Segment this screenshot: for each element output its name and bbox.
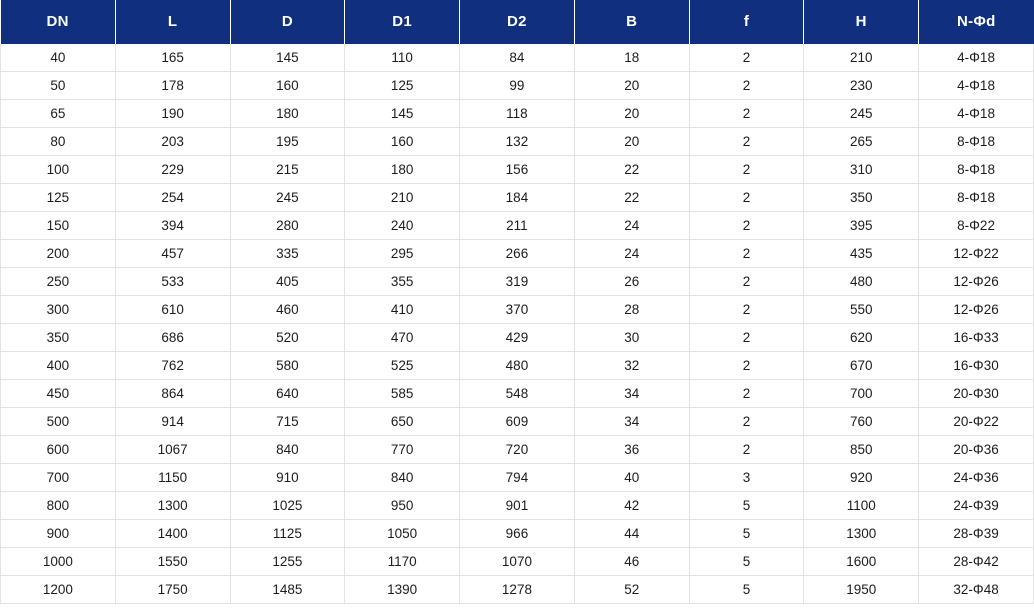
cell-h: 1100: [804, 492, 919, 520]
cell-f: 2: [689, 100, 804, 128]
cell-d1: 110: [345, 44, 460, 72]
cell-n-phi-d: 8-Φ18: [919, 156, 1034, 184]
cell-l: 610: [115, 296, 230, 324]
cell-l: 457: [115, 240, 230, 268]
cell-dn: 450: [1, 380, 116, 408]
cell-d: 1125: [230, 520, 345, 548]
table-row: [1, 296, 1034, 324]
cell-f: 2: [689, 324, 804, 352]
cell-d: 245: [230, 184, 345, 212]
cell-h: 1600: [804, 548, 919, 576]
cell-dn: 1000: [1, 548, 116, 576]
column-header-h: H: [804, 0, 919, 44]
cell-f: 2: [689, 184, 804, 212]
cell-l: 914: [115, 408, 230, 436]
cell-dn: 125: [1, 184, 116, 212]
cell-d2: 132: [460, 128, 575, 156]
cell-d: 145: [230, 44, 345, 72]
cell-d: 715: [230, 408, 345, 436]
table-header-row: [1, 0, 1034, 44]
cell-b: 32: [574, 352, 689, 380]
cell-n-phi-d: 20-Φ36: [919, 436, 1034, 464]
cell-n-phi-d: 12-Φ26: [919, 296, 1034, 324]
cell-n-phi-d: 4-Φ18: [919, 100, 1034, 128]
cell-dn: 150: [1, 212, 116, 240]
cell-d1: 1050: [345, 520, 460, 548]
cell-f: 2: [689, 44, 804, 72]
cell-f: 2: [689, 240, 804, 268]
cell-h: 670: [804, 352, 919, 380]
cell-n-phi-d: 20-Φ22: [919, 408, 1034, 436]
cell-d2: 794: [460, 464, 575, 492]
cell-l: 203: [115, 128, 230, 156]
cell-h: 395: [804, 212, 919, 240]
cell-d1: 525: [345, 352, 460, 380]
cell-l: 762: [115, 352, 230, 380]
cell-b: 30: [574, 324, 689, 352]
table-row: [1, 212, 1034, 240]
cell-d: 460: [230, 296, 345, 324]
cell-d2: 118: [460, 100, 575, 128]
table-row: [1, 240, 1034, 268]
cell-l: 1150: [115, 464, 230, 492]
cell-d: 280: [230, 212, 345, 240]
cell-d1: 160: [345, 128, 460, 156]
cell-l: 686: [115, 324, 230, 352]
cell-f: 2: [689, 352, 804, 380]
cell-d2: 266: [460, 240, 575, 268]
cell-b: 22: [574, 156, 689, 184]
cell-b: 20: [574, 72, 689, 100]
cell-h: 920: [804, 464, 919, 492]
cell-d2: 429: [460, 324, 575, 352]
cell-n-phi-d: 32-Φ48: [919, 576, 1034, 604]
table-row: [1, 576, 1034, 604]
cell-dn: 200: [1, 240, 116, 268]
cell-f: 5: [689, 576, 804, 604]
cell-d: 640: [230, 380, 345, 408]
cell-dn: 350: [1, 324, 116, 352]
cell-f: 2: [689, 212, 804, 240]
cell-b: 18: [574, 44, 689, 72]
table-row: [1, 436, 1034, 464]
cell-d: 580: [230, 352, 345, 380]
cell-l: 533: [115, 268, 230, 296]
cell-n-phi-d: 28-Φ39: [919, 520, 1034, 548]
cell-dn: 100: [1, 156, 116, 184]
table-body: [1, 44, 1034, 604]
column-header-n-phi-d: N-Φd: [919, 0, 1034, 44]
cell-d: 160: [230, 72, 345, 100]
cell-h: 210: [804, 44, 919, 72]
cell-h: 550: [804, 296, 919, 324]
cell-h: 1950: [804, 576, 919, 604]
cell-l: 1067: [115, 436, 230, 464]
cell-h: 230: [804, 72, 919, 100]
cell-n-phi-d: 12-Φ26: [919, 268, 1034, 296]
cell-d: 520: [230, 324, 345, 352]
cell-d2: 99: [460, 72, 575, 100]
cell-n-phi-d: 20-Φ30: [919, 380, 1034, 408]
cell-d: 195: [230, 128, 345, 156]
cell-l: 165: [115, 44, 230, 72]
cell-n-phi-d: 4-Φ18: [919, 44, 1034, 72]
table-row: [1, 44, 1034, 72]
cell-dn: 250: [1, 268, 116, 296]
cell-b: 34: [574, 380, 689, 408]
table-row: [1, 380, 1034, 408]
cell-d1: 470: [345, 324, 460, 352]
cell-f: 5: [689, 492, 804, 520]
table-row: [1, 548, 1034, 576]
cell-dn: 500: [1, 408, 116, 436]
cell-b: 52: [574, 576, 689, 604]
cell-d: 910: [230, 464, 345, 492]
table-row: [1, 72, 1034, 100]
cell-b: 24: [574, 240, 689, 268]
cell-d2: 480: [460, 352, 575, 380]
column-header-d2: D2: [460, 0, 575, 44]
table-row: [1, 352, 1034, 380]
cell-n-phi-d: 8-Φ22: [919, 212, 1034, 240]
column-header-b: B: [574, 0, 689, 44]
cell-f: 2: [689, 408, 804, 436]
cell-d2: 84: [460, 44, 575, 72]
cell-dn: 800: [1, 492, 116, 520]
column-header-dn: DN: [1, 0, 116, 44]
cell-n-phi-d: 16-Φ30: [919, 352, 1034, 380]
cell-d1: 125: [345, 72, 460, 100]
cell-dn: 65: [1, 100, 116, 128]
cell-d1: 145: [345, 100, 460, 128]
cell-d1: 650: [345, 408, 460, 436]
cell-h: 245: [804, 100, 919, 128]
cell-d: 405: [230, 268, 345, 296]
cell-f: 2: [689, 128, 804, 156]
cell-d1: 210: [345, 184, 460, 212]
table-row: [1, 324, 1034, 352]
table-row: [1, 184, 1034, 212]
cell-n-phi-d: 28-Φ42: [919, 548, 1034, 576]
table-header: [1, 0, 1034, 44]
cell-l: 394: [115, 212, 230, 240]
cell-f: 2: [689, 156, 804, 184]
cell-h: 265: [804, 128, 919, 156]
cell-d2: 156: [460, 156, 575, 184]
cell-d1: 950: [345, 492, 460, 520]
cell-n-phi-d: 24-Φ39: [919, 492, 1034, 520]
cell-b: 22: [574, 184, 689, 212]
cell-d: 180: [230, 100, 345, 128]
column-header-l: L: [115, 0, 230, 44]
cell-d2: 548: [460, 380, 575, 408]
cell-d2: 184: [460, 184, 575, 212]
cell-d1: 840: [345, 464, 460, 492]
cell-dn: 80: [1, 128, 116, 156]
cell-f: 5: [689, 520, 804, 548]
cell-d1: 1390: [345, 576, 460, 604]
cell-h: 480: [804, 268, 919, 296]
cell-d1: 240: [345, 212, 460, 240]
column-header-d: D: [230, 0, 345, 44]
cell-d: 335: [230, 240, 345, 268]
cell-n-phi-d: 8-Φ18: [919, 128, 1034, 156]
cell-b: 36: [574, 436, 689, 464]
cell-d2: 211: [460, 212, 575, 240]
cell-d1: 1170: [345, 548, 460, 576]
cell-l: 1300: [115, 492, 230, 520]
cell-d1: 180: [345, 156, 460, 184]
cell-n-phi-d: 12-Φ22: [919, 240, 1034, 268]
cell-d1: 585: [345, 380, 460, 408]
cell-f: 2: [689, 296, 804, 324]
cell-dn: 900: [1, 520, 116, 548]
cell-b: 20: [574, 128, 689, 156]
cell-d: 215: [230, 156, 345, 184]
cell-l: 864: [115, 380, 230, 408]
cell-f: 5: [689, 548, 804, 576]
cell-d: 840: [230, 436, 345, 464]
cell-b: 44: [574, 520, 689, 548]
cell-d2: 966: [460, 520, 575, 548]
cell-d2: 609: [460, 408, 575, 436]
table-row: [1, 100, 1034, 128]
table-row: [1, 268, 1034, 296]
column-header-f: f: [689, 0, 804, 44]
cell-b: 24: [574, 212, 689, 240]
cell-f: 3: [689, 464, 804, 492]
cell-dn: 40: [1, 44, 116, 72]
cell-h: 310: [804, 156, 919, 184]
cell-n-phi-d: 16-Φ33: [919, 324, 1034, 352]
cell-d: 1025: [230, 492, 345, 520]
cell-n-phi-d: 24-Φ36: [919, 464, 1034, 492]
cell-dn: 400: [1, 352, 116, 380]
cell-d1: 295: [345, 240, 460, 268]
cell-d2: 720: [460, 436, 575, 464]
cell-f: 2: [689, 268, 804, 296]
cell-f: 2: [689, 380, 804, 408]
cell-dn: 50: [1, 72, 116, 100]
table-row: [1, 156, 1034, 184]
table-row: [1, 128, 1034, 156]
cell-d1: 770: [345, 436, 460, 464]
cell-h: 1300: [804, 520, 919, 548]
cell-h: 620: [804, 324, 919, 352]
cell-b: 20: [574, 100, 689, 128]
cell-l: 178: [115, 72, 230, 100]
cell-d1: 355: [345, 268, 460, 296]
cell-h: 435: [804, 240, 919, 268]
cell-l: 1400: [115, 520, 230, 548]
cell-b: 46: [574, 548, 689, 576]
cell-d2: 319: [460, 268, 575, 296]
cell-d2: 370: [460, 296, 575, 324]
cell-h: 700: [804, 380, 919, 408]
cell-h: 350: [804, 184, 919, 212]
cell-l: 1750: [115, 576, 230, 604]
column-header-d1: D1: [345, 0, 460, 44]
cell-dn: 700: [1, 464, 116, 492]
table-row: [1, 464, 1034, 492]
table-row: [1, 408, 1034, 436]
table-row: [1, 520, 1034, 548]
cell-h: 760: [804, 408, 919, 436]
cell-b: 28: [574, 296, 689, 324]
cell-l: 254: [115, 184, 230, 212]
cell-b: 34: [574, 408, 689, 436]
cell-f: 2: [689, 72, 804, 100]
cell-n-phi-d: 4-Φ18: [919, 72, 1034, 100]
cell-dn: 300: [1, 296, 116, 324]
cell-d2: 901: [460, 492, 575, 520]
cell-l: 229: [115, 156, 230, 184]
cell-d2: 1070: [460, 548, 575, 576]
cell-n-phi-d: 8-Φ18: [919, 184, 1034, 212]
cell-d1: 410: [345, 296, 460, 324]
cell-b: 40: [574, 464, 689, 492]
cell-b: 42: [574, 492, 689, 520]
cell-h: 850: [804, 436, 919, 464]
table-row: [1, 492, 1034, 520]
cell-b: 26: [574, 268, 689, 296]
cell-dn: 600: [1, 436, 116, 464]
cell-f: 2: [689, 436, 804, 464]
cell-d2: 1278: [460, 576, 575, 604]
cell-d: 1255: [230, 548, 345, 576]
cell-dn: 1200: [1, 576, 116, 604]
cell-l: 1550: [115, 548, 230, 576]
cell-l: 190: [115, 100, 230, 128]
cell-d: 1485: [230, 576, 345, 604]
